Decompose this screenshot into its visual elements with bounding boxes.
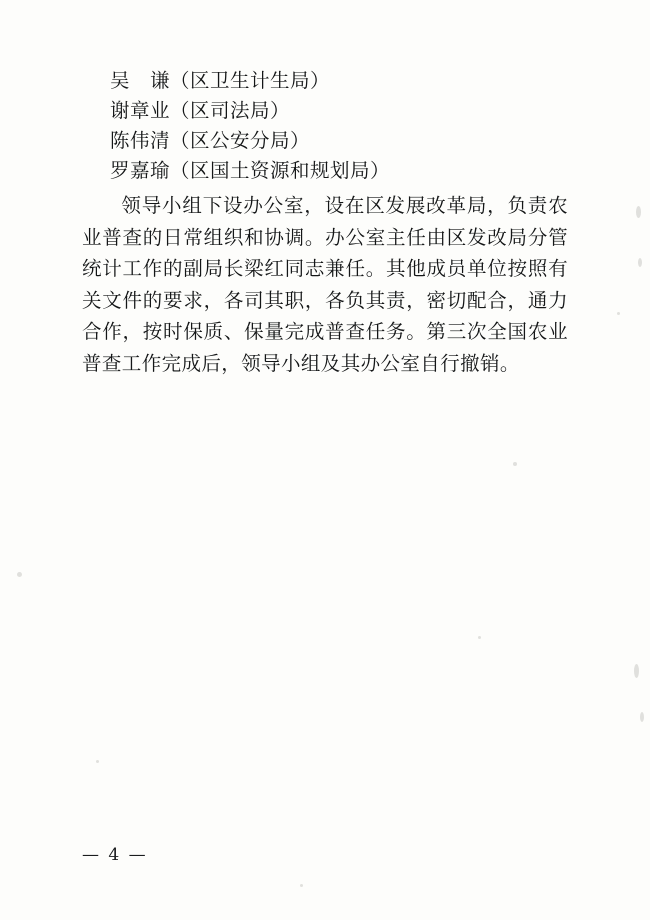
scan-speckle	[638, 258, 642, 267]
member-name-line: 吴 谦（区卫生计生局）	[110, 69, 331, 92]
scan-speckle	[640, 712, 644, 722]
scan-speckle	[96, 760, 99, 763]
member-name-line: 罗嘉瑜（区国土资源和规划局）	[110, 159, 391, 182]
document-body	[82, 66, 568, 379]
scan-speckle	[513, 462, 517, 466]
scan-speckle	[634, 664, 639, 678]
scan-speckle	[617, 312, 620, 315]
scan-speckle	[636, 206, 641, 218]
scan-speckle	[17, 572, 22, 577]
body-paragraph	[82, 190, 568, 379]
scan-speckle	[478, 636, 481, 639]
page-number: — 4 —	[82, 845, 148, 865]
scan-speckle	[300, 884, 303, 887]
member-name-line: 谢章业（区司法局）	[110, 99, 291, 122]
paragraph-text: 领导小组下设办公室，设在区发展改革局，负责农业普查的日常组织和协调。办公室主任由区发改局分管统计工作的副局长梁红同志兼任。其他成员单位按照有关文件的要求，各司其职，各负其责，密切配合，通力合作，按时保质、保量完成普查任务。第三次全国农业普查工作完成后，领导小组及其办公室自行撤销。	[82, 194, 568, 375]
member-name-line: 陈伟清（区公安分局）	[110, 129, 311, 152]
